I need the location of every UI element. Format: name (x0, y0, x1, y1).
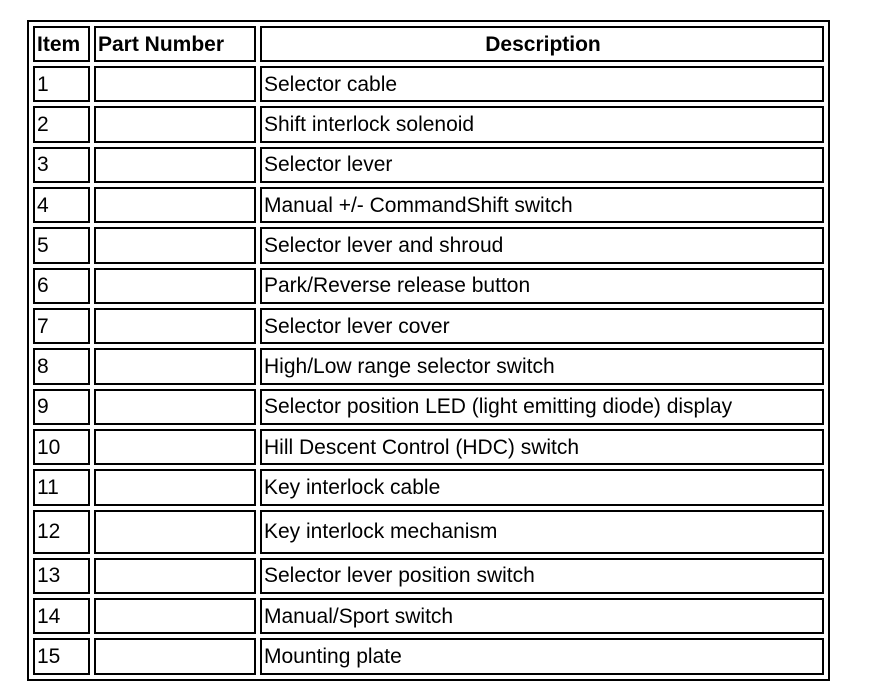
header-item: Item (33, 26, 90, 62)
table-row (33, 638, 824, 675)
item-cell: 10 (33, 429, 90, 465)
part-number-cell (94, 389, 256, 425)
part-number-cell (94, 429, 256, 465)
part-number-cell (94, 187, 256, 223)
table-row (33, 187, 824, 223)
item-cell: 15 (33, 638, 90, 675)
part-number-cell (94, 510, 256, 554)
description-cell: Selector position LED (light emitting diode) display (260, 389, 824, 425)
table-row (33, 66, 824, 102)
description-cell: Shift interlock solenoid (260, 106, 824, 142)
part-number-cell (94, 558, 256, 594)
description-cell: Selector lever cover (260, 308, 824, 344)
part-number-cell (94, 66, 256, 102)
table-row (33, 268, 824, 304)
description-cell: Key interlock cable (260, 469, 824, 505)
description-cell: Park/Reverse release button (260, 268, 824, 304)
description-cell: Hill Descent Control (HDC) switch (260, 429, 824, 465)
description-cell: Key interlock mechanism (260, 510, 824, 554)
item-cell: 5 (33, 227, 90, 263)
item-cell: 7 (33, 308, 90, 344)
description-cell: Manual/Sport switch (260, 598, 824, 634)
parts-table (29, 22, 828, 679)
part-number-cell (94, 598, 256, 634)
part-number-cell (94, 106, 256, 142)
table-row (33, 389, 824, 425)
description-cell: Mounting plate (260, 638, 824, 675)
item-cell: 8 (33, 348, 90, 384)
table-row (33, 227, 824, 263)
item-cell: 6 (33, 268, 90, 304)
item-cell: 12 (33, 510, 90, 554)
table-row (33, 308, 824, 344)
item-cell: 11 (33, 469, 90, 505)
table-row (33, 147, 824, 183)
description-cell: Selector cable (260, 66, 824, 102)
table-row (33, 106, 824, 142)
part-number-cell (94, 469, 256, 505)
part-number-cell (94, 268, 256, 304)
header-row (33, 26, 824, 62)
description-cell: Selector lever (260, 147, 824, 183)
parts-table-frame (27, 20, 830, 681)
item-cell: 2 (33, 106, 90, 142)
item-cell: 1 (33, 66, 90, 102)
table-row (33, 558, 824, 594)
part-number-cell (94, 638, 256, 675)
table-row (33, 429, 824, 465)
table-row (33, 469, 824, 505)
description-cell: Selector lever position switch (260, 558, 824, 594)
table-row (33, 598, 824, 634)
description-cell: Selector lever and shroud (260, 227, 824, 263)
part-number-cell (94, 147, 256, 183)
part-number-cell (94, 348, 256, 384)
item-cell: 9 (33, 389, 90, 425)
header-part-number: Part Number (94, 26, 256, 62)
description-cell: Manual +/- CommandShift switch (260, 187, 824, 223)
part-number-cell (94, 308, 256, 344)
table-row (33, 348, 824, 384)
description-cell: High/Low range selector switch (260, 348, 824, 384)
part-number-cell (94, 227, 256, 263)
item-cell: 4 (33, 187, 90, 223)
header-description: Description (260, 26, 824, 62)
item-cell: 14 (33, 598, 90, 634)
item-cell: 13 (33, 558, 90, 594)
item-cell: 3 (33, 147, 90, 183)
table-row (33, 510, 824, 554)
